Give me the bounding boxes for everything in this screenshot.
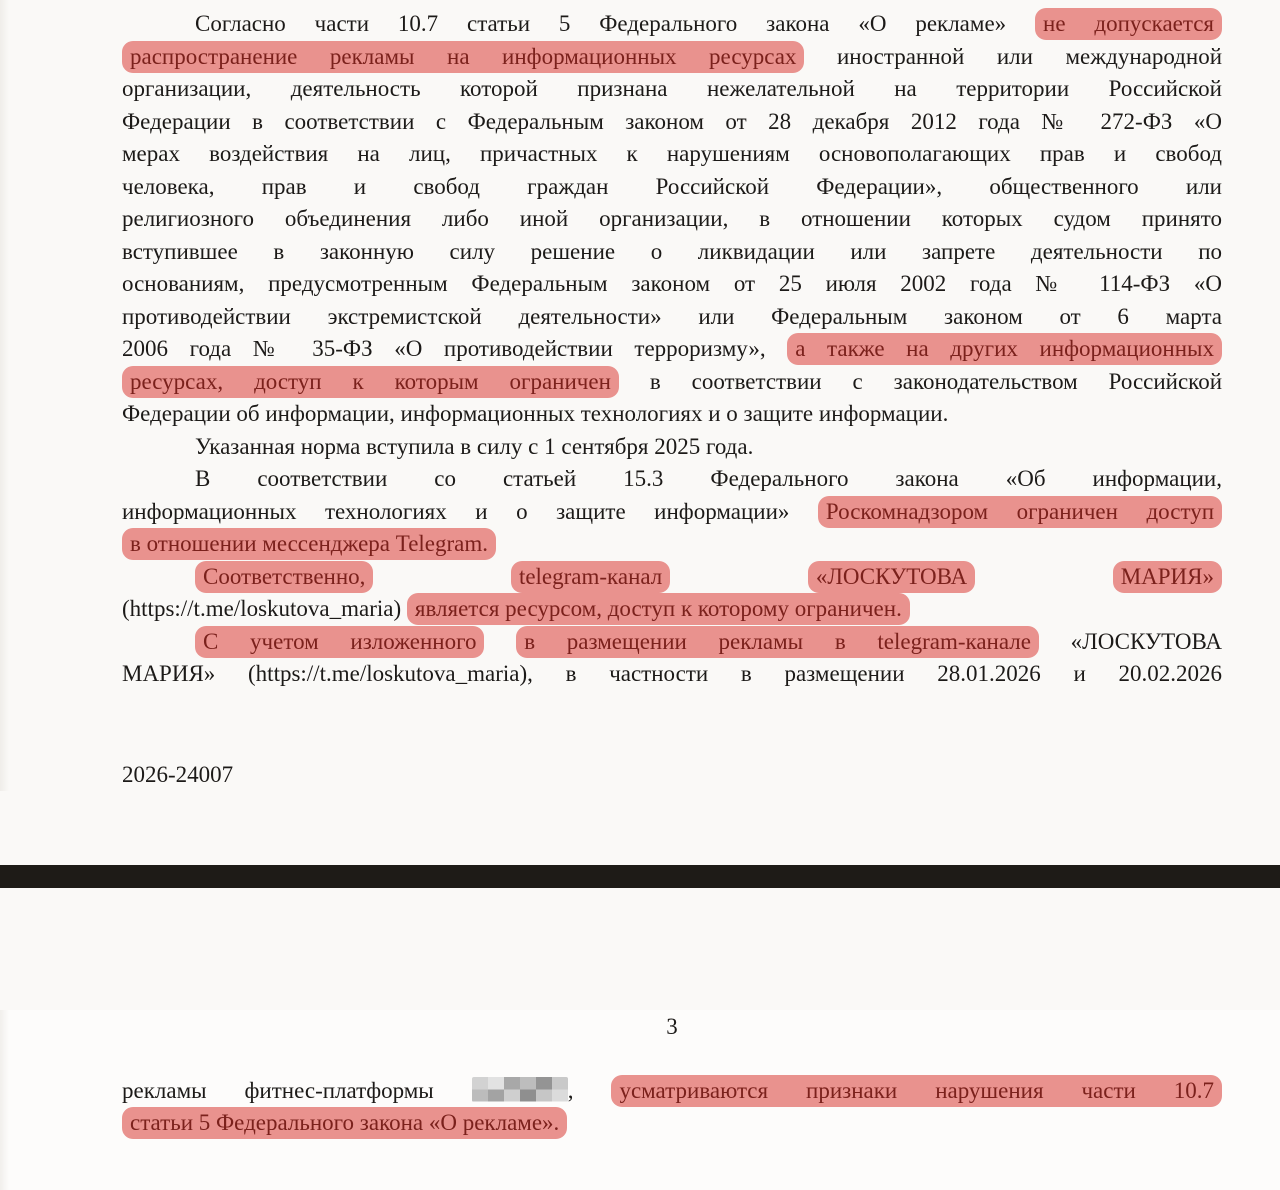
text-run: Федерации об информации, информационных технологиях и о защите информации. bbox=[122, 401, 949, 426]
highlighted-text-run: в отношении мессенджера Telegram. bbox=[122, 528, 496, 560]
text-run: в соответствии с законодательством Российской bbox=[649, 368, 1223, 394]
text-run: , bbox=[567, 1077, 574, 1103]
bottom-margin bbox=[0, 1140, 1280, 1190]
text-line bbox=[122, 41, 1222, 74]
highlighted-text-run: распространение рекламы на информационных ресурсах bbox=[122, 41, 804, 73]
text-line bbox=[122, 593, 1222, 626]
text-line bbox=[122, 333, 1222, 366]
text-line bbox=[122, 138, 1222, 171]
text-line bbox=[122, 106, 1222, 139]
text-line bbox=[122, 496, 1222, 529]
highlighted-text-run: не допускается bbox=[1035, 8, 1222, 40]
text-run: организации, деятельность которой признана нежелательной на территории Российской bbox=[122, 76, 1222, 101]
highlighted-text-run: ресурсах, доступ к которым ограничен bbox=[122, 366, 619, 398]
document-reference-number: 2026-24007 bbox=[122, 761, 234, 787]
text-run: Указанная норма вступила в силу с 1 сентября 2025 года. bbox=[195, 433, 754, 459]
highlighted-text-run: является ресурсом, доступ к которому ограничен. bbox=[407, 593, 910, 625]
text-line bbox=[122, 658, 1222, 691]
text-line bbox=[122, 73, 1222, 106]
text-run: рекламы фитнес-платформы bbox=[122, 1077, 434, 1103]
text-line bbox=[122, 463, 1222, 496]
highlighted-text-run: в размещении рекламы в telegram-канале bbox=[516, 626, 1039, 658]
highlighted-text-run: статьи 5 Федерального закона «О рекламе». bbox=[122, 1107, 567, 1139]
text-line bbox=[122, 171, 1222, 204]
page-number: 3 bbox=[666, 1013, 678, 1039]
text-line bbox=[122, 561, 1222, 594]
highlighted-text-run: «ЛОСКУТОВА bbox=[808, 561, 975, 593]
text-line bbox=[122, 528, 1222, 561]
text-line bbox=[122, 203, 1222, 236]
text-run: человека, прав и свобод граждан Российской Федерации», общественного или bbox=[122, 173, 1222, 199]
text-line bbox=[122, 301, 1222, 334]
text-line bbox=[122, 236, 1222, 269]
text-line bbox=[122, 398, 1222, 431]
text-run: В соответствии со статьей 15.3 Федерального закона «Об информации, bbox=[195, 466, 1222, 491]
highlighted-text-run: МАРИЯ» bbox=[1113, 561, 1222, 593]
page-3-text bbox=[122, 1075, 1222, 1140]
highlighted-text-run: Соответственно, bbox=[195, 561, 373, 593]
text-line bbox=[122, 1107, 1222, 1140]
text-line bbox=[122, 431, 1222, 464]
highlighted-text-run: С учетом изложенного bbox=[195, 626, 484, 658]
text-line bbox=[122, 626, 1222, 659]
page-3-sheet bbox=[0, 1010, 1280, 1190]
text-run: религиозного объединения либо иной организации, в отношении которых судом принято bbox=[122, 206, 1222, 231]
highlighted-text-run: telegram-канал bbox=[511, 561, 670, 593]
text-run: «ЛОСКУТОВА bbox=[1070, 628, 1223, 654]
censored-pixelated-text bbox=[472, 1077, 568, 1102]
page-2-text bbox=[122, 0, 1222, 691]
text-run: мерах воздействия на лиц, причастных к нарушениям основополагающих прав и свобод bbox=[122, 141, 1222, 166]
text-run: 2006 года № 35-ФЗ «О противодействии терроризму», bbox=[122, 336, 766, 361]
text-run: Согласно части 10.7 статьи 5 Федерального закона «О рекламе» bbox=[195, 11, 1007, 36]
text-run: (https://t.me/loskutova_maria) bbox=[122, 596, 402, 621]
text-line bbox=[122, 268, 1222, 301]
text-line bbox=[122, 366, 1222, 399]
text-run: вступившее в законную силу решение о ликвидации или запрете деятельности по bbox=[122, 238, 1222, 264]
highlighted-text-run: усматриваются признаки нарушения части 10.7 bbox=[611, 1075, 1222, 1107]
text-run: МАРИЯ» (https://t.me/loskutova_maria), в частности в размещении 28.01.2026 и 20.02.2026 bbox=[122, 661, 1222, 686]
text-run: иностранной или международной bbox=[836, 43, 1223, 69]
page-separator-bar bbox=[0, 865, 1280, 888]
text-line bbox=[122, 1075, 1222, 1108]
highlighted-text-run: а также на других информационных bbox=[787, 333, 1222, 365]
text-run: противодействии экстремистской деятельности» или Федеральным законом от 6 марта bbox=[122, 303, 1222, 329]
text-run: основаниям, предусмотренным Федеральным законом от 25 июля 2002 года № 114-ФЗ «О bbox=[122, 271, 1222, 296]
text-line bbox=[122, 8, 1222, 41]
text-run: информационных технологиях и о защите информации» bbox=[122, 498, 790, 524]
highlighted-text-run: Роскомнадзором ограничен доступ bbox=[818, 496, 1222, 528]
text-run: Федерации в соответствии с Федеральным законом от 28 декабря 2012 года № 272-ФЗ «О bbox=[122, 108, 1222, 134]
